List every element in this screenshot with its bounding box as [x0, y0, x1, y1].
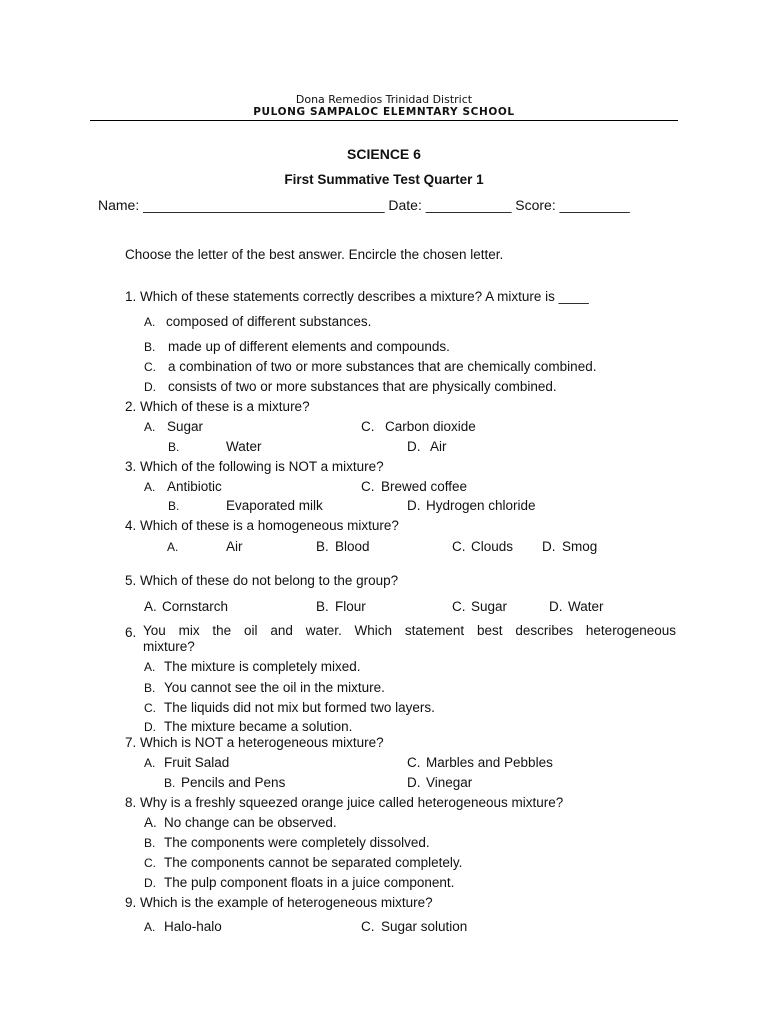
name-date-score-line: Name: _______________________________ Date: ___________ Score: _________ — [98, 197, 630, 213]
directions: Choose the letter of the best answer. Encircle the chosen letter. — [125, 247, 504, 262]
option-text: Carbon dioxide — [385, 419, 476, 434]
question-2: 2. Which of these is a mixture? — [125, 399, 310, 414]
option-text: The mixture is completely mixed. — [164, 659, 361, 674]
option-text: Marbles and Pebbles — [426, 755, 553, 770]
option-text: The pulp component floats in a juice component. — [164, 875, 455, 890]
question-6-continued: mixture? — [143, 639, 195, 654]
option-letter: B. — [168, 499, 180, 513]
district-name: Dona Remedios Trinidad District — [295, 93, 473, 106]
option-text: consists of two or more substances that are physically combined. — [168, 379, 557, 394]
option-letter: A. — [144, 920, 156, 934]
option-letter: A. — [144, 480, 156, 494]
option-letter: A. — [144, 315, 156, 329]
school-name: PULONG SAMPALOC ELEMNTARY SCHOOL — [253, 106, 515, 118]
question-5: 5. Which of these do not belong to the group? — [125, 573, 399, 588]
option-letter: C. — [144, 360, 156, 374]
option-letter: C. — [361, 479, 375, 494]
option-letter: C. — [144, 856, 156, 870]
subject-title: SCIENCE 6 — [347, 146, 421, 162]
question-8: 8. Why is a freshly squeezed orange juice called heterogeneous mixture? — [125, 795, 564, 810]
option-letter: C. — [361, 919, 375, 934]
option-letter: B. — [144, 340, 156, 354]
option-text: Clouds — [471, 539, 514, 554]
option-letter: B. — [316, 539, 329, 554]
option-letter: A. — [144, 599, 157, 614]
option-text: Sugar — [167, 419, 204, 434]
option-text: Flour — [335, 599, 366, 614]
option-text: Evaporated milk — [226, 498, 323, 513]
option-text: Sugar — [471, 599, 508, 614]
option-letter: C. — [144, 701, 156, 715]
option-letter: C. — [407, 755, 421, 770]
option-letter: D. — [144, 720, 156, 734]
option-text: You cannot see the oil in the mixture. — [164, 680, 385, 695]
option-letter: A. — [144, 420, 156, 434]
option-text: composed of different substances. — [166, 314, 372, 329]
option-letter: D. — [144, 380, 156, 394]
option-text: Smog — [562, 539, 598, 554]
option-letter: C. — [452, 539, 466, 554]
option-text: The components cannot be separated completely. — [164, 855, 463, 870]
option-text: a combination of two or more substances that are chemically combined. — [168, 359, 597, 374]
option-text: Hydrogen chloride — [426, 498, 536, 513]
option-text: Brewed coffee — [381, 479, 468, 494]
option-letter: B. — [164, 776, 176, 790]
option-text: Cornstarch — [162, 599, 229, 614]
option-letter: D. — [549, 599, 563, 614]
option-letter: A. — [167, 540, 179, 554]
option-text: Air — [430, 439, 447, 454]
option-text: Halo-halo — [164, 919, 222, 934]
option-letter: D. — [407, 498, 421, 513]
option-text: Blood — [335, 539, 370, 554]
header-divider — [90, 120, 678, 121]
option-text: Sugar solution — [381, 919, 468, 934]
question-9: 9. Which is the example of heterogeneous mixture? — [125, 895, 433, 910]
option-letter: D. — [144, 876, 156, 890]
option-letter: B. — [316, 599, 329, 614]
test-title: First Summative Test Quarter 1 — [284, 172, 484, 187]
option-text: The components were completely dissolved. — [164, 835, 430, 850]
option-text: Antibiotic — [167, 479, 222, 494]
option-text: The liquids did not mix but formed two layers. — [164, 700, 435, 715]
question-3: 3. Which of the following is NOT a mixture? — [125, 459, 384, 474]
option-letter: A. — [144, 660, 156, 674]
option-letter: C. — [452, 599, 466, 614]
question-7: 7. Which is NOT a heterogeneous mixture? — [125, 735, 384, 750]
question-6: You mix the oil and water. Which statement best describes heterogeneous — [143, 623, 676, 638]
option-letter: D. — [542, 539, 556, 554]
option-letter: D. — [407, 775, 421, 790]
option-letter: B. — [144, 681, 156, 695]
option-text: No change can be observed. — [164, 815, 337, 830]
option-text: Water — [568, 599, 604, 614]
option-text: Air — [226, 539, 243, 554]
option-letter: A. — [144, 815, 157, 830]
option-text: Water — [226, 439, 262, 454]
option-letter: B. — [168, 440, 180, 454]
option-text: Fruit Salad — [164, 755, 230, 770]
option-letter: B. — [144, 836, 156, 850]
option-text: Vinegar — [426, 775, 473, 790]
option-text: Pencils and Pens — [181, 775, 286, 790]
option-text: made up of different elements and compounds. — [168, 339, 450, 354]
option-letter: C. — [361, 419, 375, 434]
question-6-number: 6. — [125, 625, 137, 640]
option-text: The mixture became a solution. — [164, 719, 353, 734]
question-4: 4. Which of these is a homogeneous mixture? — [125, 518, 399, 533]
option-letter: D. — [407, 439, 421, 454]
option-letter: A. — [144, 756, 156, 770]
question-1: 1. Which of these statements correctly describes a mixture? A mixture is ____ — [125, 289, 589, 304]
